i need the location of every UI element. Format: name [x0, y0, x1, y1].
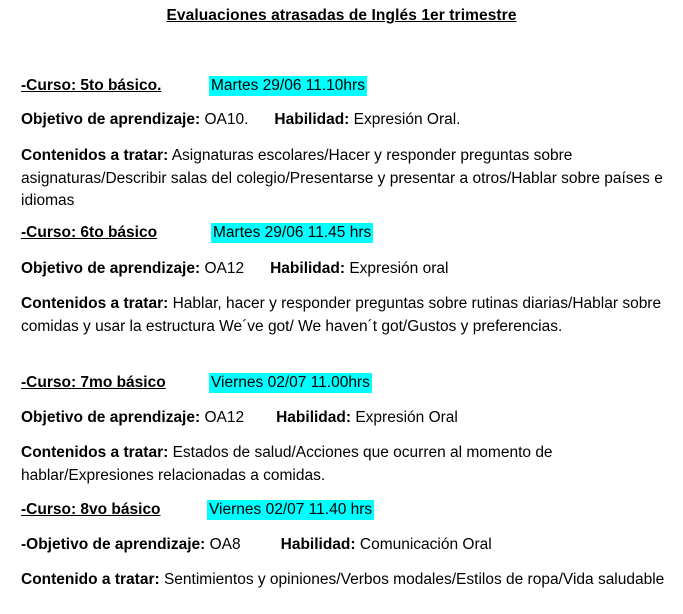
objective-value: OA8 — [209, 536, 241, 553]
course-header-8vo — [21, 500, 374, 520]
skill-value: Expresión oral — [349, 260, 449, 277]
content-label: Contenidos a tratar: — [21, 295, 169, 312]
content-value: Hablar, hacer y responder preguntas sobre rutinas diarias/Hablar sobre comidas y usar la estructura We´ve got/ We haven´t got/Gustos y preferencias. — [21, 295, 662, 335]
course-label: -Curso: 6to básico — [21, 224, 158, 241]
objective-line — [21, 110, 460, 130]
course-header-5to — [21, 76, 367, 96]
objective-label: -Objetivo de aprendizaje: — [21, 536, 206, 553]
date-highlight: Viernes 02/07 11.40 hrs — [209, 501, 373, 518]
objective-line — [21, 535, 492, 555]
skill-label: Habilidad: — [270, 260, 346, 277]
skill-label: Habilidad: — [274, 111, 350, 128]
objective-value: OA10. — [204, 111, 249, 128]
content-label: Contenidos a tratar: — [21, 444, 169, 461]
content-value: Sentimientos y opiniones/Verbos modales/Estilos de ropa/Vida saludable — [163, 571, 665, 588]
content-value: Estados de salud/Acciones que ocurren al momento de hablar/Expresiones relacionadas a comidas. — [21, 444, 553, 484]
course-label: -Curso: 8vo básico — [21, 501, 161, 518]
content-paragraph — [21, 442, 676, 487]
content-paragraph — [21, 293, 676, 338]
skill-label: Habilidad: — [276, 409, 352, 426]
objective-label: Objetivo de aprendizaje: — [21, 409, 201, 426]
content-value: Asignaturas escolares/Hacer y responder preguntas sobre asignaturas/Describir salas del colegio/Presentarse y presentar a otros/Hablar sobre países e idiomas — [21, 147, 663, 209]
objective-label: Objetivo de aprendizaje: — [21, 260, 201, 277]
course-header-6to — [21, 223, 373, 243]
objective-line — [21, 259, 448, 279]
date-highlight: Viernes 02/07 11.00hrs — [211, 374, 370, 391]
content-paragraph — [21, 145, 676, 213]
skill-value: Comunicación Oral — [359, 536, 492, 553]
content-label: Contenidos a tratar: — [21, 147, 169, 164]
date-highlight: Martes 29/06 11.45 hrs — [213, 224, 372, 241]
objective-line — [21, 408, 458, 428]
content-paragraph — [21, 569, 676, 592]
objective-value: OA12 — [204, 260, 245, 277]
date-highlight: Martes 29/06 11.10hrs — [211, 77, 365, 94]
skill-value: Expresión Oral — [355, 409, 458, 426]
course-label: -Curso: 5to básico. — [21, 77, 162, 94]
course-label: -Curso: 7mo básico — [21, 374, 166, 391]
content-label: Contenido a tratar: — [21, 571, 160, 588]
course-header-7mo — [21, 373, 372, 393]
skill-label: Habilidad: — [280, 536, 356, 553]
objective-value: OA12 — [204, 409, 245, 426]
page-title: Evaluaciones atrasadas de Inglés 1er trimestre — [166, 7, 517, 24]
objective-label: Objetivo de aprendizaje: — [21, 111, 201, 128]
skill-value: Expresión Oral. — [353, 111, 461, 128]
